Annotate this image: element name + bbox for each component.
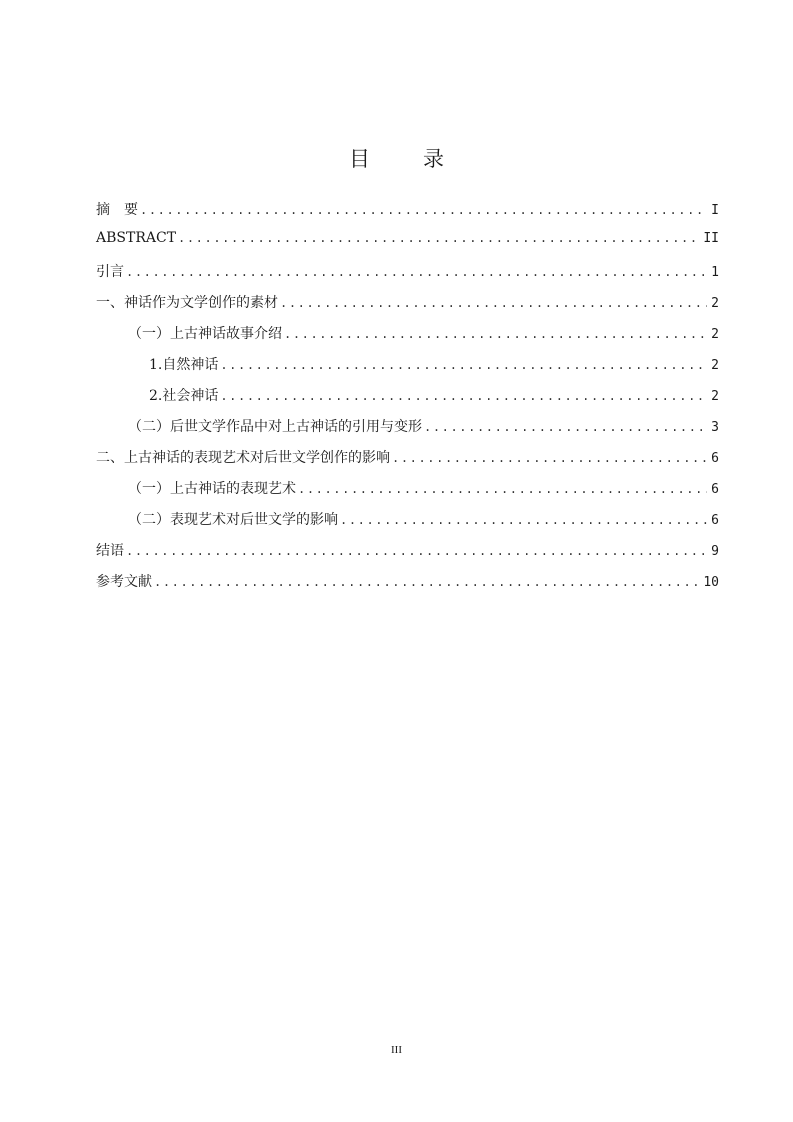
toc-leader-dots xyxy=(178,231,699,245)
toc-entry-label: 结语 xyxy=(96,543,124,559)
toc-entry-label: 摘 要 xyxy=(96,202,138,218)
toc-entry-label: （一）上古神话故事介绍 xyxy=(128,326,282,342)
toc-entry-page: 6 xyxy=(711,451,719,466)
table-of-contents xyxy=(96,199,719,602)
page-number: III xyxy=(391,1044,402,1056)
toc-entry-label: （二）后世文学作品中对上古神话的引用与变形 xyxy=(128,419,422,435)
toc-entry-page: II xyxy=(703,231,719,246)
toc-leader-dots xyxy=(154,575,699,589)
toc-entry-section-2-2[interactable] xyxy=(96,509,719,540)
toc-entry-references[interactable] xyxy=(96,571,719,602)
toc-entry-label: 一、神话作为文学创作的素材 xyxy=(96,295,278,311)
toc-leader-dots xyxy=(220,389,707,403)
toc-entry-page: 2 xyxy=(711,327,719,342)
toc-entry-page: 2 xyxy=(711,389,719,404)
toc-leader-dots xyxy=(126,544,707,558)
toc-entry-page: 6 xyxy=(711,482,719,497)
toc-entry-section-1-2[interactable] xyxy=(96,416,719,447)
toc-entry-section-1-1[interactable] xyxy=(96,323,719,354)
toc-entry-page: 6 xyxy=(711,513,719,528)
toc-entry-introduction[interactable] xyxy=(96,261,719,292)
toc-leader-dots xyxy=(126,265,707,279)
toc-entry-conclusion[interactable] xyxy=(96,540,719,571)
toc-entry-chapter-2[interactable] xyxy=(96,447,719,478)
toc-entry-abstract-cn[interactable] xyxy=(96,199,719,230)
toc-leader-dots xyxy=(220,358,707,372)
toc-entry-label: （二）表现艺术对后世文学的影响 xyxy=(128,512,338,528)
toc-leader-dots xyxy=(424,420,707,434)
toc-leader-dots xyxy=(284,327,707,341)
toc-entry-page: 2 xyxy=(711,296,719,311)
toc-entry-page: 1 xyxy=(711,265,719,280)
toc-entry-abstract-en[interactable] xyxy=(96,230,719,261)
toc-entry-section-2-1[interactable] xyxy=(96,478,719,509)
toc-entry-page: 10 xyxy=(703,575,719,590)
toc-entry-subsection-1-1-2[interactable] xyxy=(96,385,719,416)
toc-entry-page: 2 xyxy=(711,358,719,373)
toc-title: 目 录 xyxy=(349,147,460,171)
toc-entry-chapter-1[interactable] xyxy=(96,292,719,323)
toc-entry-label: 2.社会神话 xyxy=(149,388,219,404)
toc-leader-dots xyxy=(298,482,707,496)
toc-entry-label: 二、上古神话的表现艺术对后世文学创作的影响 xyxy=(96,450,390,466)
toc-entry-page: I xyxy=(711,203,719,218)
toc-entry-label: 引言 xyxy=(96,264,124,280)
toc-entry-subsection-1-1-1[interactable] xyxy=(96,354,719,385)
toc-leader-dots xyxy=(140,203,707,217)
toc-entry-label: ABSTRACT xyxy=(96,230,177,246)
toc-leader-dots xyxy=(280,296,707,310)
toc-entry-label: 参考文献 xyxy=(96,574,152,590)
toc-entry-page: 9 xyxy=(711,544,719,559)
toc-entry-page: 3 xyxy=(711,420,719,435)
toc-entry-label: （一）上古神话的表现艺术 xyxy=(128,481,296,497)
toc-leader-dots xyxy=(392,451,707,465)
toc-leader-dots xyxy=(340,513,707,527)
toc-entry-label: 1.自然神话 xyxy=(149,357,219,373)
